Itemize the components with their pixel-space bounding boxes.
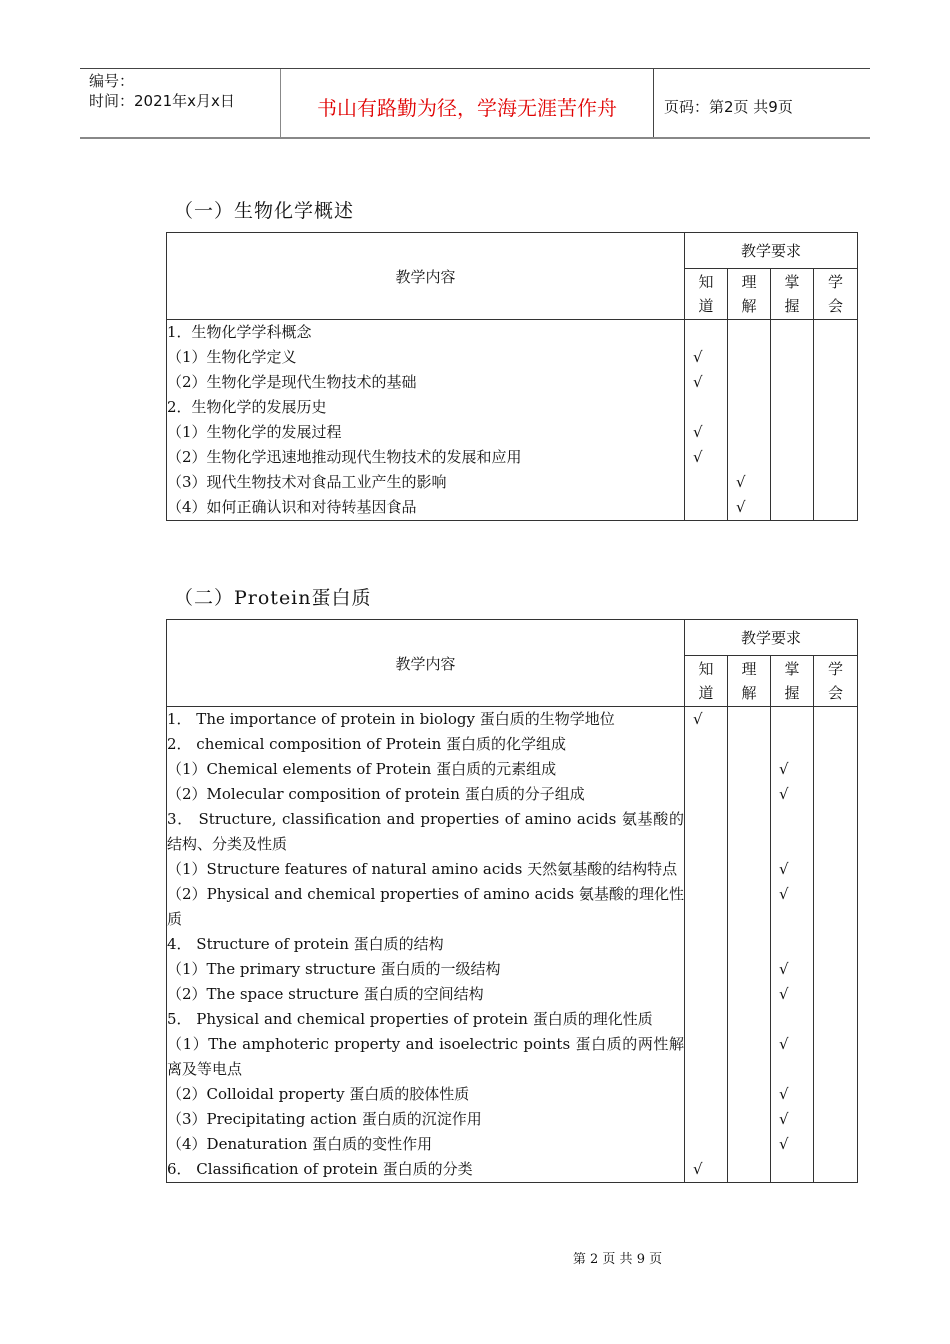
row-content: （2）The space structure 蛋白质的空间结构 — [167, 982, 685, 1007]
check-cell — [814, 807, 858, 857]
requirement-column-header: 知道 — [685, 269, 728, 320]
check-cell — [814, 495, 858, 521]
row-content: （2）Colloidal property 蛋白质的胶体性质 — [167, 1082, 685, 1107]
requirement-header: 教学要求 — [685, 620, 858, 656]
section1-title: （一）生物化学概述 — [174, 200, 355, 222]
check-cell — [771, 757, 814, 782]
check-mark-icon: √ — [779, 785, 789, 803]
row-content: （2）生物化学是现代生物技术的基础 — [167, 370, 685, 395]
check-cell — [771, 345, 814, 370]
check-cell — [771, 1107, 814, 1132]
check-cell — [814, 732, 858, 757]
check-cell — [728, 957, 771, 982]
table-row — [167, 370, 858, 395]
check-cell — [728, 732, 771, 757]
check-mark-icon: √ — [779, 1110, 789, 1128]
check-mark-icon: √ — [736, 473, 746, 491]
content-header: 教学内容 — [167, 233, 685, 320]
check-cell — [728, 420, 771, 445]
check-cell — [728, 1082, 771, 1107]
page-footer: 第 2 页 共 9 页 — [572, 1252, 663, 1267]
row-content: （1）Structure features of natural amino acids 天然氨基酸的结构特点 — [167, 857, 685, 882]
check-cell — [771, 932, 814, 957]
check-mark-icon: √ — [693, 373, 703, 391]
check-cell — [814, 932, 858, 957]
check-cell — [728, 807, 771, 857]
section1-table — [166, 232, 858, 521]
table-row — [167, 1082, 858, 1107]
row-content: 1． The importance of protein in biology 蛋白质的生物学地位 — [167, 707, 685, 733]
page-header — [80, 68, 870, 139]
row-content: （2）生物化学迅速地推动现代生物技术的发展和应用 — [167, 445, 685, 470]
check-cell — [728, 370, 771, 395]
table-row — [167, 395, 858, 420]
check-cell — [814, 857, 858, 882]
check-cell — [814, 1107, 858, 1132]
check-cell — [771, 370, 814, 395]
check-mark-icon: √ — [693, 348, 703, 366]
check-cell — [728, 320, 771, 346]
check-cell — [771, 470, 814, 495]
check-cell — [728, 707, 771, 733]
table-row — [167, 1032, 858, 1082]
check-mark-icon: √ — [693, 710, 703, 728]
table-row — [167, 957, 858, 982]
check-cell — [685, 932, 728, 957]
check-cell — [771, 420, 814, 445]
row-content: （1）生物化学的发展过程 — [167, 420, 685, 445]
check-cell — [685, 882, 728, 932]
check-cell — [771, 732, 814, 757]
check-cell — [771, 1082, 814, 1107]
check-cell — [728, 782, 771, 807]
check-cell — [771, 707, 814, 733]
table-row — [167, 1132, 858, 1157]
check-cell — [814, 370, 858, 395]
check-cell — [728, 395, 771, 420]
check-cell — [685, 445, 728, 470]
check-cell — [685, 782, 728, 807]
check-cell — [728, 932, 771, 957]
check-cell — [728, 445, 771, 470]
check-cell — [685, 707, 728, 733]
check-cell — [685, 857, 728, 882]
row-content: 6． Classification of protein 蛋白质的分类 — [167, 1157, 685, 1183]
check-cell — [771, 445, 814, 470]
table-row — [167, 320, 858, 346]
requirement-column-header: 掌握 — [771, 656, 814, 707]
check-cell — [814, 1032, 858, 1082]
check-cell — [685, 470, 728, 495]
row-content: （2）Physical and chemical properties of amino acids 氨基酸的理化性质 — [167, 882, 685, 932]
check-cell — [814, 445, 858, 470]
check-cell — [814, 395, 858, 420]
check-mark-icon: √ — [693, 423, 703, 441]
check-cell — [814, 957, 858, 982]
check-cell — [728, 1007, 771, 1032]
table-row — [167, 857, 858, 882]
table-row — [167, 445, 858, 470]
check-mark-icon: √ — [693, 448, 703, 466]
table-row — [167, 707, 858, 733]
check-cell — [814, 1007, 858, 1032]
check-cell — [685, 395, 728, 420]
row-content: 2．生物化学的发展历史 — [167, 395, 685, 420]
check-cell — [685, 757, 728, 782]
table-row — [167, 345, 858, 370]
check-cell — [685, 495, 728, 521]
section2-title: （二）Protein蛋白质 — [174, 587, 372, 609]
row-content: 1．生物化学学科概念 — [167, 320, 685, 346]
row-content: （1）Chemical elements of Protein 蛋白质的元素组成 — [167, 757, 685, 782]
row-content: 3． Structure, classification and properties of amino acids 氨基酸的结构、分类及性质 — [167, 807, 685, 857]
requirement-column-header: 理解 — [728, 656, 771, 707]
requirement-column-header: 掌握 — [771, 269, 814, 320]
table-row — [167, 782, 858, 807]
requirement-header: 教学要求 — [685, 233, 858, 269]
check-mark-icon: √ — [693, 1160, 703, 1178]
check-cell — [685, 420, 728, 445]
check-cell — [728, 757, 771, 782]
row-content: 4． Structure of protein 蛋白质的结构 — [167, 932, 685, 957]
table-row — [167, 470, 858, 495]
check-cell — [728, 1107, 771, 1132]
check-mark-icon: √ — [779, 760, 789, 778]
check-mark-icon: √ — [779, 985, 789, 1003]
table-row — [167, 1107, 858, 1132]
date-label: 时间：2021年x月x日 — [89, 92, 235, 110]
check-cell — [814, 782, 858, 807]
check-mark-icon: √ — [736, 498, 746, 516]
check-mark-icon: √ — [779, 860, 789, 878]
check-cell — [771, 320, 814, 346]
check-mark-icon: √ — [779, 960, 789, 978]
table-row — [167, 1157, 858, 1183]
check-cell — [728, 1157, 771, 1183]
check-cell — [771, 807, 814, 857]
check-mark-icon: √ — [779, 1035, 789, 1053]
check-mark-icon: √ — [779, 1085, 789, 1103]
check-cell — [685, 370, 728, 395]
row-content: （1）The primary structure 蛋白质的一级结构 — [167, 957, 685, 982]
table-row — [167, 420, 858, 445]
check-cell — [814, 1082, 858, 1107]
check-cell — [685, 1157, 728, 1183]
table-row — [167, 982, 858, 1007]
check-cell — [685, 1082, 728, 1107]
check-cell — [771, 982, 814, 1007]
check-cell — [814, 1157, 858, 1183]
check-cell — [814, 470, 858, 495]
content-header: 教学内容 — [167, 620, 685, 707]
table-row — [167, 495, 858, 521]
row-content: 5． Physical and chemical properties of protein 蛋白质的理化性质 — [167, 1007, 685, 1032]
row-content: （4）如何正确认识和对待转基因食品 — [167, 495, 685, 521]
check-cell — [771, 782, 814, 807]
check-cell — [814, 420, 858, 445]
check-cell — [728, 882, 771, 932]
check-cell — [685, 982, 728, 1007]
requirement-column-header: 学会 — [814, 656, 858, 707]
check-cell — [771, 1157, 814, 1183]
check-cell — [685, 320, 728, 346]
table-row — [167, 757, 858, 782]
row-content: （1）生物化学定义 — [167, 345, 685, 370]
motto: 书山有路勤为径，学海无涯苦作舟 — [281, 69, 654, 137]
check-cell — [685, 1132, 728, 1157]
check-cell — [771, 1032, 814, 1082]
check-cell — [685, 732, 728, 757]
check-cell — [814, 882, 858, 932]
check-cell — [685, 807, 728, 857]
check-cell — [728, 345, 771, 370]
requirement-column-header: 知道 — [685, 656, 728, 707]
check-cell — [685, 345, 728, 370]
row-content: 2． chemical composition of Protein 蛋白质的化学组成 — [167, 732, 685, 757]
check-cell — [728, 982, 771, 1007]
table-row — [167, 882, 858, 932]
check-cell — [771, 1132, 814, 1157]
check-cell — [771, 495, 814, 521]
check-cell — [728, 1132, 771, 1157]
check-cell — [814, 345, 858, 370]
check-cell — [814, 757, 858, 782]
row-content: （1）The amphoteric property and isoelectric points 蛋白质的两性解离及等电点 — [167, 1032, 685, 1082]
check-cell — [814, 982, 858, 1007]
check-mark-icon: √ — [779, 885, 789, 903]
check-cell — [814, 320, 858, 346]
row-content: （3）Precipitating action 蛋白质的沉淀作用 — [167, 1107, 685, 1132]
requirement-column-header: 理解 — [728, 269, 771, 320]
check-cell — [771, 882, 814, 932]
check-cell — [771, 957, 814, 982]
check-cell — [685, 1007, 728, 1032]
check-cell — [814, 1132, 858, 1157]
check-cell — [685, 957, 728, 982]
check-cell — [814, 707, 858, 733]
row-content: （3）现代生物技术对食品工业产生的影响 — [167, 470, 685, 495]
check-cell — [728, 470, 771, 495]
table-row — [167, 807, 858, 857]
section2-table — [166, 619, 858, 1183]
check-cell — [728, 1032, 771, 1082]
page-number-label: 页码：第2页 共9页 — [664, 97, 793, 116]
check-cell — [771, 857, 814, 882]
table-row — [167, 732, 858, 757]
table-row — [167, 1007, 858, 1032]
check-cell — [771, 395, 814, 420]
check-cell — [685, 1032, 728, 1082]
row-content: （4）Denaturation 蛋白质的变性作用 — [167, 1132, 685, 1157]
header-meta — [80, 69, 281, 137]
row-content: （2）Molecular composition of protein 蛋白质的分子组成 — [167, 782, 685, 807]
number-label: 编号： — [89, 72, 135, 90]
check-cell — [728, 495, 771, 521]
table-row — [167, 932, 858, 957]
requirement-column-header: 学会 — [814, 269, 858, 320]
check-mark-icon: √ — [779, 1135, 789, 1153]
check-cell — [771, 1007, 814, 1032]
check-cell — [728, 857, 771, 882]
check-cell — [685, 1107, 728, 1132]
